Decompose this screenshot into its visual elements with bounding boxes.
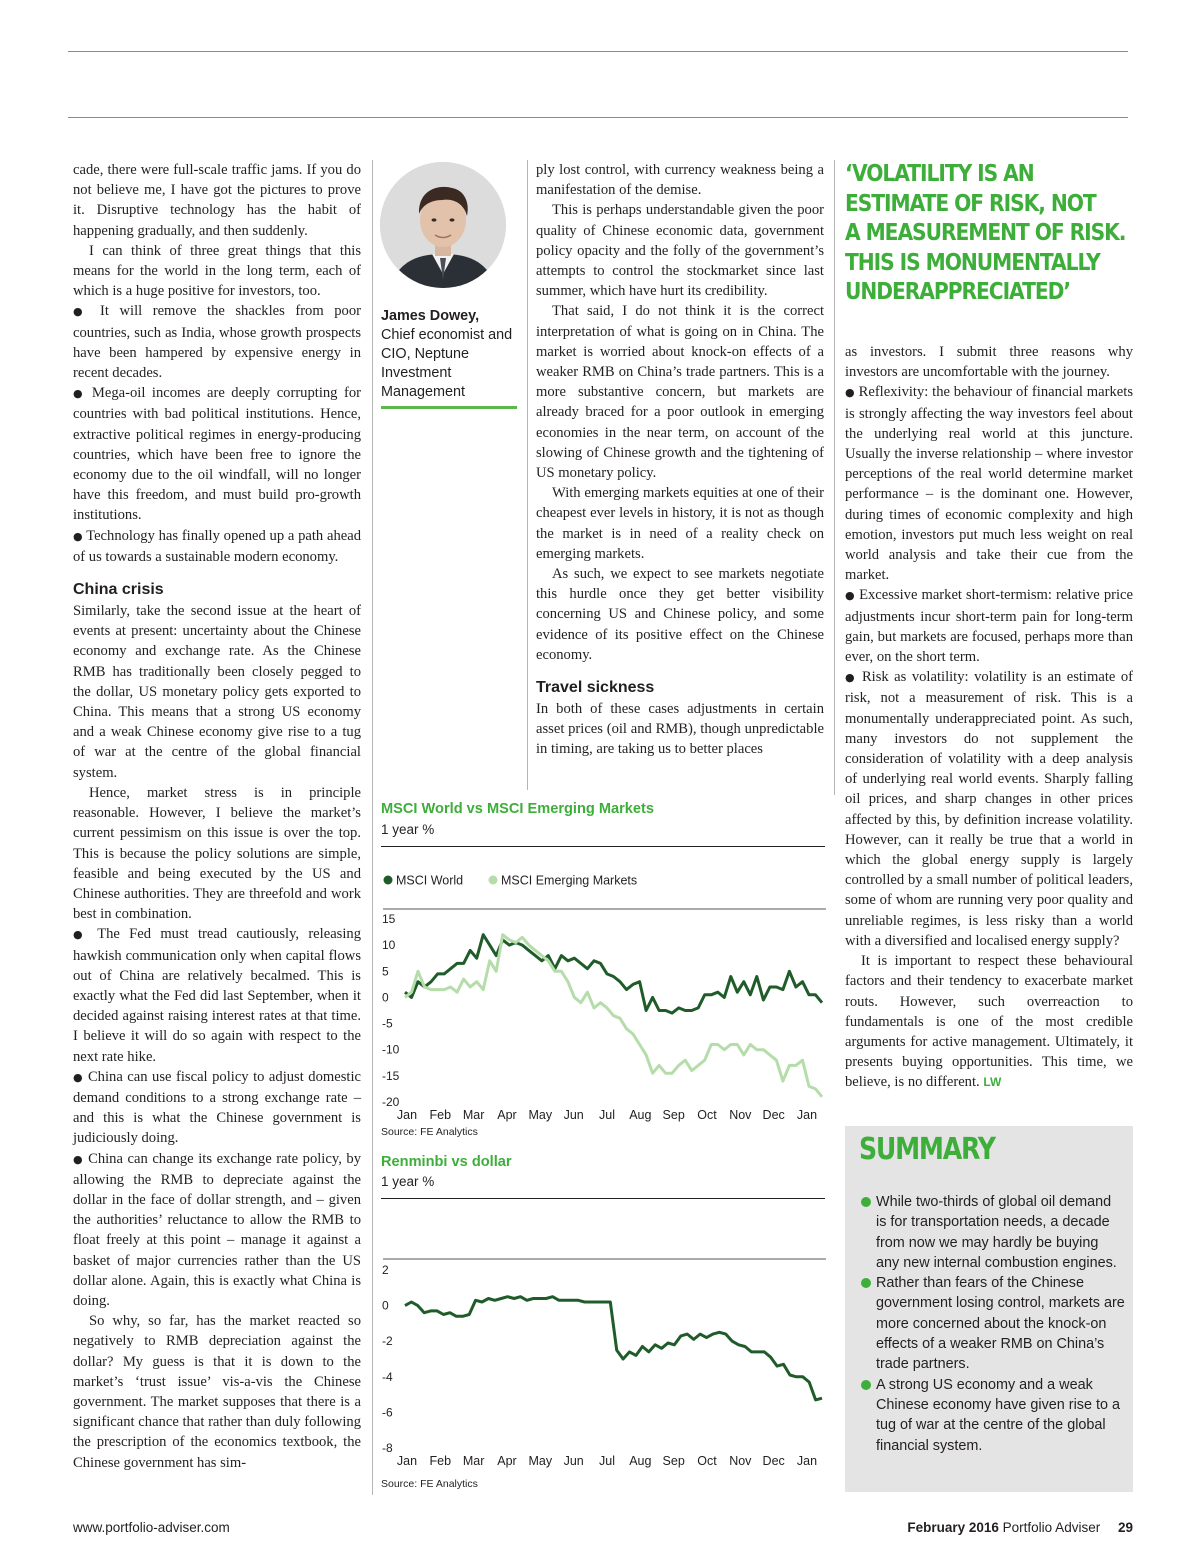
x-tick-label: Mar [462,1454,485,1468]
legend-marker [489,876,498,885]
author-initials: LW [983,1075,1002,1090]
bullet-item [73,383,361,525]
x-tick-label: Jun [563,1454,584,1468]
y-tick-label: -15 [382,1068,400,1083]
y-tick-label: -10 [382,1042,400,1057]
x-tick-label: Feb [429,1454,452,1468]
legend-marker [384,876,393,885]
bullet-text: Reflexivity: the behaviour of financial markets is strongly affecting the way investors feel about the underlying real world at this juncture. Usually the inverse relationship – where investor perceptions of the real world determine market performance – is the dominant one. However, during times of economic complexity and high emotion, investors put much less weight on real world analysis and take their cue from the market. [845,384,1133,584]
legend-label: MSCI World [396,873,464,888]
x-tick-label: Jan [396,1454,418,1468]
portrait-image [380,162,506,288]
bullet-text: The Fed must tread cautiously, releasing hawkish communication only when capital flows out of China are relatively becalmed. This is exactly what the Fed did last September, when it decided against raising interest rates at that time. I believe it will do so again with respect to the next rate hike. [73,926,361,1065]
paragraph: ply lost control, with currency weakness being a manifestation of the demise. [536,162,824,199]
author-rule [381,406,517,409]
bullet-text: Mega-oil incomes are deeply corrupting for countries with bad political institutions. Hence, extractive political regimes in energy-producing countries, which have been free to ignore the economy due to the oil windfall, will no longer have this freedom, and must build pro-growth institutions. [73,385,361,524]
x-tick-label: Aug [629,1108,652,1122]
header-rule [68,117,1128,118]
paragraph: That said, I do not think it is the correct interpretation of what is going on in China. The market is worried about knock-on effects of a weaker RMB on China’s trade partners. This is a more substantive concern, but markets are already braced for a poor outlook in emerging economies in the near term, on account of the slowing of Chinese growth and the tightening of US monetary policy. [536,303,824,482]
x-tick-label: Jan [796,1108,818,1122]
paragraph: Hence, market stress is in principle reasonable. However, I believe the market’s current pessimism on this issue is over the top. This is because the policy solutions are simple, feasible and being executed by the US and Chinese authorities. They are threefold and work best in combination. [73,784,361,923]
page-number: 29 [1117,1520,1133,1535]
author-role: Chief economist and CIO, Neptune Investment Management [381,327,513,400]
x-tick-label: Aug [629,1454,652,1468]
summary-text: Rather than fears of the Chinese government losing control, markets are more concerned about the knock-on effects of a weaker RMB on China’s trade partners. [876,1275,1125,1373]
y-tick-label: -2 [382,1334,393,1349]
summary-item [861,1375,1125,1456]
summary-list [861,1192,1125,1456]
bullet-item [73,924,361,1066]
y-tick-label: 5 [382,964,389,979]
bullet-icon [861,1197,871,1207]
bullet-item [845,585,1133,667]
y-tick-label: 0 [382,1298,389,1313]
series-line [405,1297,822,1400]
bullet-icon [861,1380,871,1390]
quote-line: ‘VOLATILITY IS AN [845,161,1034,187]
paragraph: as investors. I submit three reasons why investors are uncomfortable with the journey. [845,344,1133,381]
author-name: James Dowey, [381,308,480,324]
section-heading: Travel sickness [536,679,655,697]
paragraph [845,951,1133,1092]
paragraph: This is perhaps understandable given the poor quality of Chinese economic data, government policy opacity and the folly of the government’s attempts to control the stockmarket since last summer, which have hurt its credibility. [536,202,824,300]
bullet-icon: ● [73,928,89,942]
chart-title: MSCI World vs MSCI Emerging Markets [381,801,655,817]
summary-item [861,1273,1125,1374]
y-tick-label: -4 [382,1369,393,1384]
footer-magazine: Portfolio Adviser [1002,1520,1101,1535]
summary-title: SUMMARY [859,1132,995,1167]
x-tick-label: Oct [697,1454,717,1468]
x-tick-label: Feb [429,1108,452,1122]
y-tick-label: 0 [382,990,389,1005]
bullet-icon: ● [845,671,857,685]
paragraph: So why, so far, has the market reacted so negatively to RMB depreciation against the dollar? My guess is that it is down to the market’s ‘trust issue’ vis-a-vis the Chinese government. The market supposes that there is a significant chance that rather than duly following the prescription of the economics textbook, the Chinese government has sim- [73,1313,361,1471]
top-rule [68,51,1128,52]
summary-box [845,1126,1133,1492]
bullet-text: Excessive market short-termism: relative price adjustments incur short-term pain for long-term gain, but markets are focused, perhaps more than ever, on the short term. [845,587,1133,666]
x-tick-label: Jun [563,1108,584,1122]
y-tick-label: -20 [382,1095,400,1109]
column-divider [527,160,528,790]
bullet-icon [861,1278,871,1288]
section-heading: China crisis [73,581,164,599]
bullet-icon: ● [73,387,86,401]
paragraph: As such, we expect to see markets negotiate this hurdle once they get better visibility concerning US and Chinese policy, and some evidence of its positive effect on the Chinese economy. [536,566,824,663]
author-portrait [380,162,506,288]
renminbi-chart [378,1255,828,1495]
summary-text: While two-thirds of global oil demand is for transportation needs, a decade from now we may hardly be buying any new internal combustion engines. [876,1194,1117,1271]
footer-date: February 2016 [907,1520,999,1535]
series-line [405,935,822,1013]
x-tick-label: Dec [762,1454,785,1468]
msci-chart [378,866,828,1151]
bullet-icon: ● [845,386,855,400]
column-divider [834,160,835,795]
x-tick-label: Jan [796,1454,818,1468]
x-tick-label: Sep [662,1454,685,1468]
paragraph: Similarly, take the second issue at the heart of events at present: uncertainty about the Chinese economy and exchange rate. As the Chinese RMB has traditionally been closely pegged to the dollar, US monetary policy gets exported to China. This means that a strong US economy and a weak Chinese economy give rise to a tug of war at the centre of the global financial system. [73,603,361,781]
paragraph: In both of these cases adjustments in certain asset prices (oil and RMB), though unpredictable in timing, are taking us to better places [536,701,824,758]
y-tick-label: 15 [382,912,396,926]
bullet-icon: ● [73,305,90,319]
bullet-text: China can change its exchange rate policy, by allowing the RMB to depreciate against the dollar in the face of dollar strength, and – given the authorities’ reluctance to allow the RMB to float freely at this point – manage it against a basket of major currencies rather than the US dollar alone. Again, this is exactly what China is doing. [73,1150,361,1309]
legend-label: MSCI Emerging Markets [501,873,638,888]
bullet-text: Risk as volatility: volatility is an estimate of risk, not a measurement of risk. This is a monumentally underappreciated point. As such, many investors do not supplement the consideration of volatility with a deep analysis of underlying real world events. Sharply falling oil prices, and sharp changes in other prices affected by this, by definition increase volatility. However, can it really be true that a world in which the global energy supply is largely controlled by a small number of political leaders, some of whom are running very poor quality and unreliable regimes, is less risky than a world with a diversified and localised energy supply? [845,669,1133,949]
article-column-1 [73,160,361,1473]
closing-text: It is important to respect these behavioural factors and their tendency to exacerbate market routs. However, such overreaction to fundamentals is one of the most credible arguments for active management. Ultimately, it presents buying opportunities. This time, we believe, is no different. [845,953,1133,1091]
x-tick-label: Nov [729,1108,752,1122]
quote-line: THIS IS MONUMENTALLY [845,249,1100,276]
bullet-text: It will remove the shackles from poor countries, such as India, whose growth prospects have been hampered by expensive energy in recent decades. [73,303,361,382]
x-tick-label: Jul [599,1454,615,1468]
quote-line: ESTIMATE OF RISK, NOT [845,190,1096,217]
bullet-text: Technology has finally opened up a path ahead of us towards a sustainable modern economy. [73,527,361,565]
chart-subtitle: 1 year % [381,822,435,837]
y-tick-label: 2 [382,1263,389,1277]
footer-issue [907,1520,1133,1535]
y-tick-label: -6 [382,1405,393,1420]
bullet-icon: ● [73,1070,84,1084]
bullet-icon: ● [73,529,83,543]
x-tick-label: Apr [497,1454,517,1468]
x-tick-label: May [528,1108,553,1122]
paragraph: cade, there were full-scale traffic jams. If you do not believe me, I have got the pictures to prove it. Disruptive technology has the habit of happening gradually, and then suddenly. [73,162,361,239]
summary-text: A strong US economy and a weak Chinese economy have given rise to a tug of war at the centre of the global financial system. [876,1376,1120,1454]
article-column-4 [845,342,1133,1093]
bullet-item [73,1149,361,1312]
paragraph: I can think of three great things that this means for the world in the long term, each of which is a huge positive for investors, too. [73,242,361,300]
y-tick-label: -8 [382,1441,393,1455]
x-tick-label: Mar [462,1108,485,1122]
x-tick-label: Dec [762,1108,785,1122]
bullet-icon: ● [73,1152,84,1166]
paragraph: With emerging markets equities at one of their cheapest ever levels in history, it is not as though the market is in need of a reality check on emerging markets. [536,485,824,562]
x-tick-label: Oct [697,1108,717,1122]
x-tick-label: Jan [396,1108,418,1122]
bullet-item [845,667,1133,951]
bullet-item [73,301,361,383]
x-tick-label: Nov [729,1454,752,1468]
quote-line: A MEASUREMENT OF RISK. [845,220,1126,246]
bullet-icon: ● [845,589,855,603]
chart-rule [381,846,825,847]
bullet-text: China can use fiscal policy to adjust domestic demand conditions to a strong exchange rate – and this is what the Chinese government is judiciously doing. [73,1068,361,1147]
x-tick-label: Sep [662,1108,685,1122]
x-tick-label: May [528,1454,553,1468]
summary-item [861,1192,1125,1273]
series-line [405,935,822,1097]
chart-source: Source: FE Analytics [381,1478,478,1490]
x-tick-label: Jul [599,1108,615,1122]
pull-quote [845,160,1126,308]
y-tick-label: -5 [382,1016,393,1031]
bullet-item [73,1067,361,1149]
chart-rule [381,1198,825,1199]
bullet-item [845,382,1133,585]
author-credit [381,307,517,402]
article-column-3 [536,160,824,760]
x-tick-label: Apr [497,1108,517,1122]
y-tick-label: 10 [382,938,396,953]
chart-title: Renminbi vs dollar [381,1154,512,1170]
chart-subtitle: 1 year % [381,1174,435,1189]
footer-url: www.portfolio-adviser.com [73,1520,230,1535]
column-divider [372,160,373,1495]
chart-source: Source: FE Analytics [381,1126,478,1138]
bullet-item [73,526,361,567]
quote-line: UNDERAPPRECIATED’ [845,279,1070,305]
